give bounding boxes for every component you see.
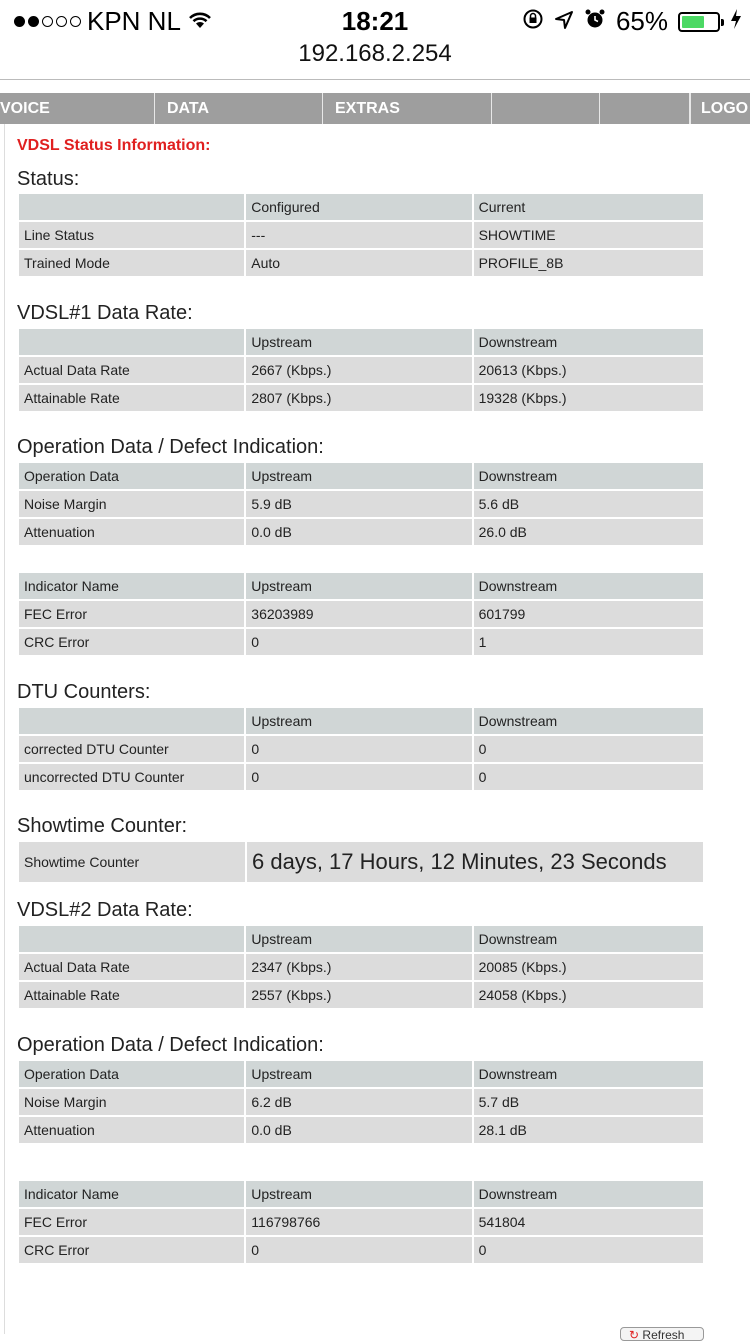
- cell-value: 28.1 dB: [474, 1117, 703, 1143]
- header-cell: Downstream: [474, 463, 703, 489]
- section-title-operation-data-1: Operation Data / Defect Indication:: [17, 436, 324, 458]
- refresh-icon: ↻: [629, 1328, 640, 1342]
- cell-value: 6.2 dB: [246, 1089, 471, 1115]
- cell-value: 26.0 dB: [474, 519, 703, 545]
- row-label: Attenuation: [19, 519, 244, 545]
- section-title-showtime: Showtime Counter:: [17, 815, 188, 837]
- clock: 18:21: [341, 6, 409, 36]
- section-title-vdsl2-rate: VDSL#2 Data Rate:: [17, 899, 193, 921]
- table-row: [19, 357, 703, 383]
- table-row: [19, 982, 703, 1008]
- rotation-lock-icon: [522, 6, 544, 37]
- header-cell: Indicator Name: [19, 573, 244, 599]
- table-row: [19, 222, 703, 248]
- row-label: CRC Error: [19, 1237, 244, 1263]
- nav-extras[interactable]: EXTRAS: [323, 93, 492, 124]
- row-label: corrected DTU Counter: [19, 736, 244, 762]
- table-row: [19, 250, 703, 276]
- table-row: [19, 1209, 703, 1235]
- cell-value: ---: [246, 222, 471, 248]
- cell-value: 0.0 dB: [246, 1117, 471, 1143]
- row-label: uncorrected DTU Counter: [19, 764, 244, 790]
- status-right-group: [522, 6, 742, 37]
- cell-value: 36203989: [246, 601, 471, 627]
- cell-value: 541804: [474, 1209, 703, 1235]
- cell-value: SHOWTIME: [474, 222, 703, 248]
- header-cell: Downstream: [474, 1061, 703, 1087]
- cell-value: 2557 (Kbps.): [246, 982, 471, 1008]
- row-label: Attainable Rate: [19, 982, 244, 1008]
- cell-value: 116798766: [246, 1209, 471, 1235]
- header-cell: Upstream: [246, 708, 471, 734]
- header-cell: Downstream: [474, 926, 703, 952]
- row-label: Actual Data Rate: [19, 357, 244, 383]
- row-label: Attenuation: [19, 1117, 244, 1143]
- cell-value: 601799: [474, 601, 703, 627]
- header-cell: Operation Data: [19, 1061, 244, 1087]
- header-cell: Upstream: [246, 1181, 471, 1207]
- cell-value: 5.9 dB: [246, 491, 471, 517]
- table-row: [19, 385, 703, 411]
- cell-value: 0: [246, 1237, 471, 1263]
- table-header-row: [19, 926, 703, 952]
- cell-value: PROFILE_8B: [474, 250, 703, 276]
- table-header-row: [19, 1061, 703, 1087]
- header-cell: [19, 194, 244, 220]
- cell-value: 2807 (Kbps.): [246, 385, 471, 411]
- cell-value: 0.0 dB: [246, 519, 471, 545]
- content-border: [4, 124, 5, 1334]
- cell-value: 2347 (Kbps.): [246, 954, 471, 980]
- nav-logout[interactable]: LOGO: [690, 93, 750, 124]
- section-title-status: Status:: [17, 168, 80, 190]
- cell-value: 5.7 dB: [474, 1089, 703, 1115]
- header-cell: Upstream: [246, 573, 471, 599]
- header-cell: Indicator Name: [19, 1181, 244, 1207]
- status-table: [17, 192, 705, 278]
- row-label: Line Status: [19, 222, 244, 248]
- cell-value: 0: [474, 736, 703, 762]
- row-label: Noise Margin: [19, 1089, 244, 1115]
- row-label: FEC Error: [19, 1209, 244, 1235]
- table-row: [19, 736, 703, 762]
- cell-value: 24058 (Kbps.): [474, 982, 703, 1008]
- table-row: [19, 1117, 703, 1143]
- refresh-label: Refresh: [642, 1328, 685, 1342]
- table-row: [19, 954, 703, 980]
- header-cell: Upstream: [246, 1061, 471, 1087]
- header-cell: Downstream: [474, 329, 703, 355]
- nav-empty-slot: [492, 93, 600, 124]
- table-header-row: [19, 194, 703, 220]
- table-header-row: [19, 573, 703, 599]
- row-label: CRC Error: [19, 629, 244, 655]
- nav-empty-slot: [600, 93, 690, 124]
- nav-data[interactable]: DATA: [155, 93, 323, 124]
- row-label: Actual Data Rate: [19, 954, 244, 980]
- header-cell: Upstream: [246, 329, 471, 355]
- showtime-value: 6 days, 17 Hours, 12 Minutes, 23 Seconds: [247, 842, 703, 882]
- cell-value: 20613 (Kbps.): [474, 357, 703, 383]
- section-title-operation-data-2: Operation Data / Defect Indication:: [17, 1034, 324, 1056]
- divider: [0, 79, 750, 80]
- row-label: Noise Margin: [19, 491, 244, 517]
- battery-icon: [678, 12, 720, 32]
- url-bar[interactable]: 192.168.2.254: [298, 40, 452, 67]
- table-row: [19, 629, 703, 655]
- table-row: [19, 1237, 703, 1263]
- location-arrow-icon: [554, 6, 574, 37]
- alarm-icon: [584, 6, 606, 37]
- header-cell: [19, 708, 244, 734]
- table-header-row: [19, 329, 703, 355]
- nav-voice[interactable]: VOICE: [0, 93, 155, 124]
- table-row: [19, 764, 703, 790]
- carrier-name: KPN NL: [87, 6, 181, 36]
- table-row: [19, 1089, 703, 1115]
- cell-value: Auto: [246, 250, 471, 276]
- section-title-dtu-counters: DTU Counters:: [17, 681, 151, 703]
- header-cell: Operation Data: [19, 463, 244, 489]
- row-label: Trained Mode: [19, 250, 244, 276]
- top-nav: [0, 93, 750, 124]
- cell-value: 0: [246, 764, 471, 790]
- cell-value: 20085 (Kbps.): [474, 954, 703, 980]
- charging-bolt-icon: [730, 6, 742, 37]
- cell-value: 19328 (Kbps.): [474, 385, 703, 411]
- showtime-table: [17, 840, 705, 884]
- header-cell: Downstream: [474, 1181, 703, 1207]
- table-header-row: [19, 708, 703, 734]
- cell-value: 1: [474, 629, 703, 655]
- cell-value: 0: [246, 629, 471, 655]
- section-title-vdsl1-rate: VDSL#1 Data Rate:: [17, 302, 193, 324]
- cell-value: 0: [474, 764, 703, 790]
- table-row: [19, 842, 703, 882]
- table-row: [19, 519, 703, 545]
- table-header-row: [19, 1181, 703, 1207]
- cell-value: 2667 (Kbps.): [246, 357, 471, 383]
- cell-value: 0: [246, 736, 471, 762]
- table-row: [19, 491, 703, 517]
- header-cell: Upstream: [246, 926, 471, 952]
- vdsl1-rate-table: [17, 327, 705, 413]
- header-cell: Configured: [246, 194, 471, 220]
- battery-percent: 65%: [615, 6, 668, 36]
- cell-value: 0: [474, 1237, 703, 1263]
- header-cell: [19, 926, 244, 952]
- dtu-counters-table: [17, 706, 705, 792]
- cell-value: 5.6 dB: [474, 491, 703, 517]
- header-cell: Downstream: [474, 573, 703, 599]
- table-row: [19, 601, 703, 627]
- table-header-row: [19, 463, 703, 489]
- operation-data-table-2: [17, 1059, 705, 1145]
- vdsl2-rate-table: [17, 924, 705, 1010]
- header-cell: Current: [474, 194, 703, 220]
- row-label: FEC Error: [19, 601, 244, 627]
- header-cell: Downstream: [474, 708, 703, 734]
- refresh-button[interactable]: [620, 1327, 704, 1341]
- page-title: VDSL Status Information:: [17, 137, 211, 154]
- row-label: Attainable Rate: [19, 385, 244, 411]
- header-cell: [19, 329, 244, 355]
- indicator-table-1: [17, 571, 705, 657]
- row-label: Showtime Counter: [19, 842, 245, 882]
- header-cell: Upstream: [246, 463, 471, 489]
- indicator-table-2: [17, 1179, 705, 1265]
- status-bar: [0, 0, 750, 40]
- operation-data-table-1: [17, 461, 705, 547]
